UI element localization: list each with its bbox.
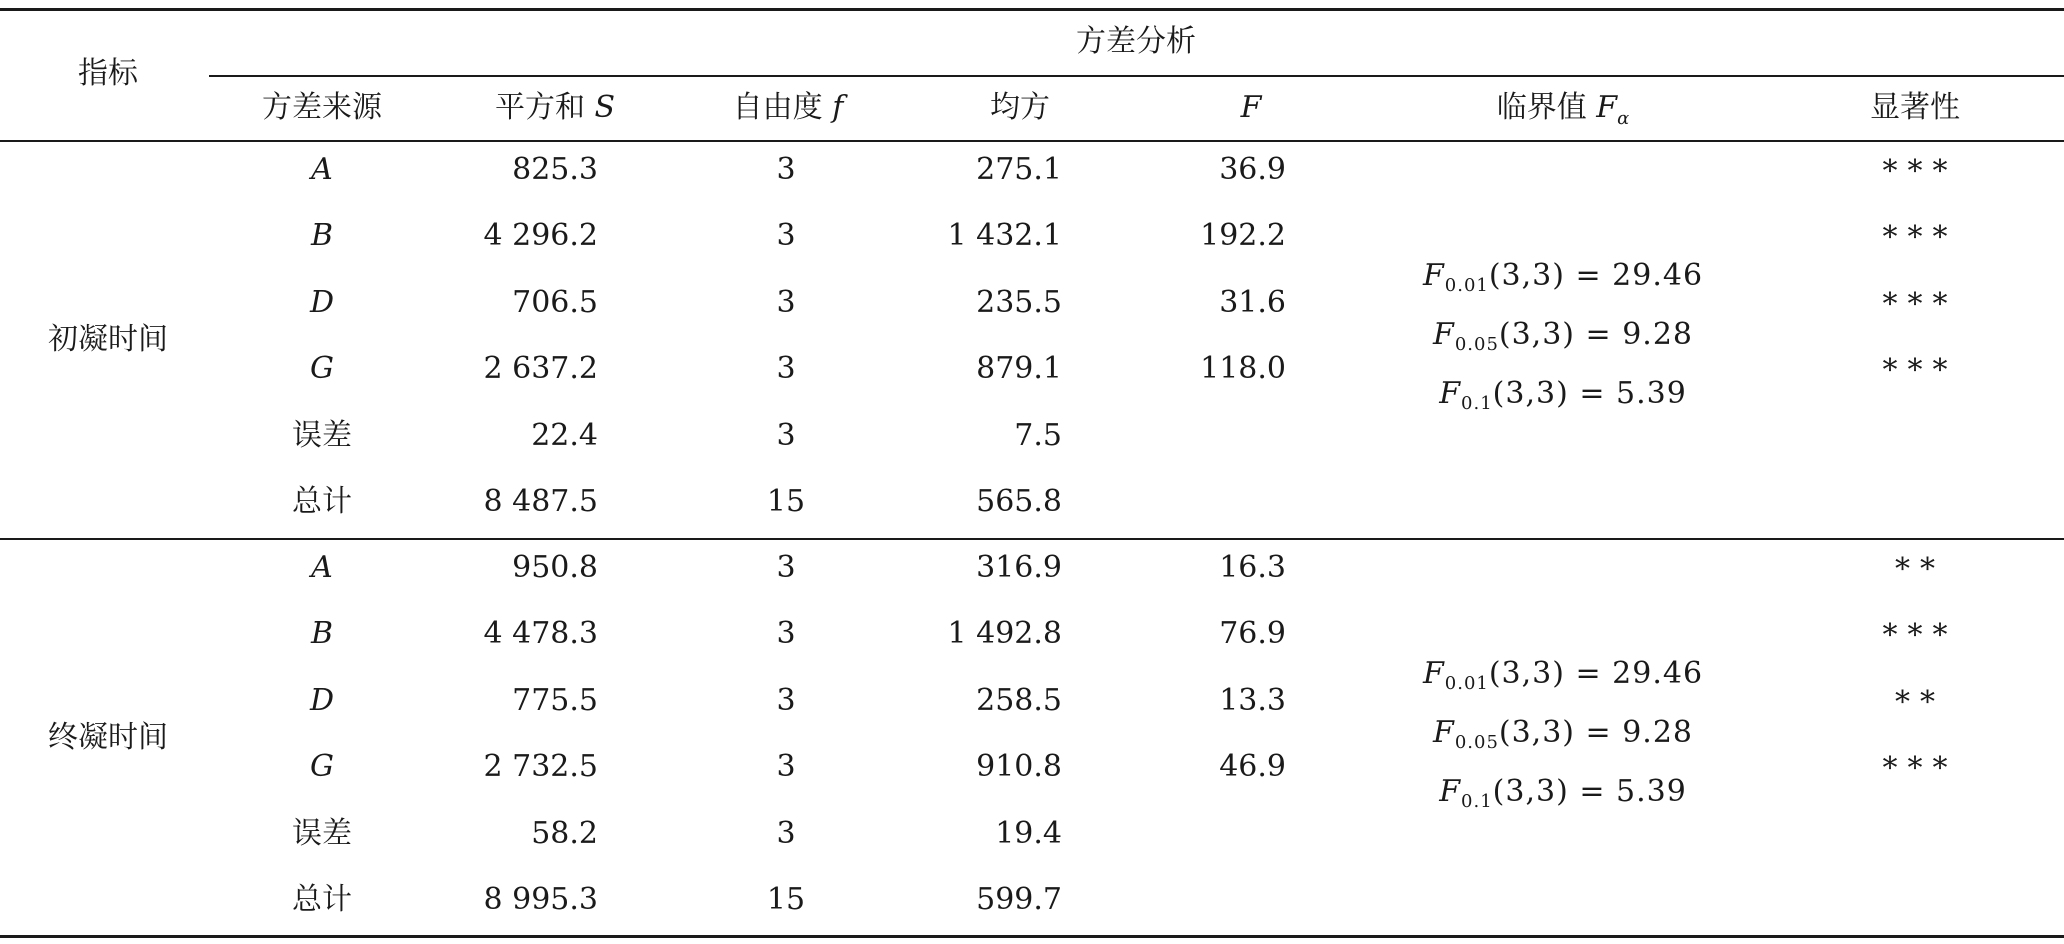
- critical-alpha-subscript: 0.01: [1444, 275, 1489, 296]
- row-source: D: [309, 683, 335, 718]
- row-ms: 258.5: [976, 683, 1062, 718]
- col-ss-symbol: S: [594, 90, 616, 125]
- critical-value-line: [1439, 774, 1687, 820]
- row-f: 16.3: [1219, 550, 1286, 585]
- row-ms: 910.8: [976, 749, 1062, 784]
- row-ms: 275.1: [976, 152, 1062, 187]
- row-df: 3: [776, 218, 796, 253]
- col-df-symbol: f: [832, 90, 844, 125]
- row-ss: 4 478.3: [483, 616, 598, 651]
- row-df: 3: [776, 683, 796, 718]
- row-df: 3: [776, 152, 796, 187]
- critical-F-symbol: F: [1439, 376, 1462, 411]
- group-label: 初凝时间: [48, 322, 168, 357]
- row-significance: ***: [1882, 618, 1958, 653]
- bottom-rule: [0, 935, 2064, 938]
- col-ms: 均方: [990, 90, 1050, 125]
- row-df: 15: [766, 484, 806, 519]
- row-df: 3: [776, 285, 796, 320]
- row-ms: 235.5: [976, 285, 1062, 320]
- col-source: 方差来源: [262, 90, 382, 125]
- critical-value-line: [1439, 376, 1687, 422]
- critical-expression: (3,3) = 9.28: [1498, 317, 1694, 352]
- row-significance: ***: [1882, 751, 1958, 786]
- row-significance: ***: [1882, 154, 1958, 189]
- critical-value-line: [1433, 317, 1693, 363]
- critical-expression: (3,3) = 29.46: [1488, 656, 1704, 691]
- row-ms: 19.4: [995, 816, 1062, 851]
- row-source: 总计: [292, 484, 352, 519]
- col-df-label: 自由度: [732, 90, 823, 125]
- row-ss: 2 637.2: [483, 351, 598, 386]
- row-source: 误差: [292, 418, 352, 453]
- group-label: 终凝时间: [48, 720, 168, 755]
- critical-value-line: [1423, 656, 1703, 702]
- row-ss: 22.4: [531, 418, 598, 453]
- row-ss: 58.2: [531, 816, 598, 851]
- col-critical-symbol: F: [1596, 90, 1618, 125]
- row-significance: **: [1895, 552, 1945, 587]
- row-ms: 599.7: [976, 882, 1062, 917]
- row-source: 误差: [292, 816, 352, 851]
- row-significance: ***: [1882, 287, 1958, 322]
- critical-F-symbol: F: [1422, 258, 1445, 293]
- row-f: 46.9: [1219, 749, 1286, 784]
- row-ms: 1 432.1: [947, 218, 1062, 253]
- critical-alpha-subscript: 0.05: [1454, 732, 1499, 753]
- row-source: A: [311, 550, 333, 585]
- col-critical-subscript: α: [1617, 108, 1630, 129]
- row-source: G: [310, 351, 334, 386]
- group-divider-rule: [0, 538, 2064, 540]
- col-significance: 显著性: [1870, 90, 1960, 125]
- row-df: 3: [776, 749, 796, 784]
- row-df: 15: [766, 882, 806, 917]
- row-f: 192.2: [1200, 218, 1286, 253]
- row-ms: 7.5: [1014, 418, 1062, 453]
- row-source: G: [310, 749, 334, 784]
- critical-alpha-subscript: 0.1: [1461, 393, 1493, 414]
- top-rule: [0, 8, 2064, 11]
- row-f: 76.9: [1219, 616, 1286, 651]
- row-ss: 825.3: [512, 152, 598, 187]
- critical-alpha-subscript: 0.01: [1444, 673, 1489, 694]
- col-critical-label: 临界值: [1496, 90, 1587, 125]
- row-ss: 8 487.5: [483, 484, 598, 519]
- row-df: 3: [776, 550, 796, 585]
- row-ms: 565.8: [976, 484, 1062, 519]
- header-bottom-rule: [0, 140, 2064, 142]
- row-ss: 950.8: [512, 550, 598, 585]
- header-mid-rule: [209, 75, 2064, 77]
- row-f: 118.0: [1200, 351, 1286, 386]
- header-anova: 方差分析: [1076, 24, 1196, 59]
- col-df: [733, 90, 844, 126]
- header-indicator: 指标: [78, 56, 138, 91]
- row-df: 3: [776, 816, 796, 851]
- row-f: 36.9: [1219, 152, 1286, 187]
- col-f: F: [1240, 90, 1262, 125]
- row-ss: 775.5: [512, 683, 598, 718]
- row-significance: **: [1895, 685, 1945, 720]
- col-ss-label: 平方和: [494, 90, 585, 125]
- row-ms: 316.9: [976, 550, 1062, 585]
- row-source: B: [310, 218, 334, 253]
- critical-alpha-subscript: 0.05: [1454, 334, 1499, 355]
- critical-F-symbol: F: [1422, 656, 1445, 691]
- critical-expression: (3,3) = 5.39: [1492, 774, 1687, 809]
- row-ms: 1 492.8: [947, 616, 1062, 651]
- row-df: 3: [776, 351, 796, 386]
- critical-value-line: [1433, 715, 1693, 761]
- row-source: D: [309, 285, 335, 320]
- row-ss: 4 296.2: [483, 218, 598, 253]
- row-ms: 879.1: [976, 351, 1062, 386]
- row-ss: 2 732.5: [483, 749, 598, 784]
- critical-F-symbol: F: [1432, 715, 1455, 750]
- critical-expression: (3,3) = 29.46: [1488, 258, 1704, 293]
- critical-alpha-subscript: 0.1: [1461, 791, 1493, 812]
- col-critical: [1497, 90, 1630, 137]
- row-source: A: [311, 152, 333, 187]
- critical-F-symbol: F: [1432, 317, 1455, 352]
- row-source: 总计: [292, 882, 352, 917]
- critical-value-line: [1423, 258, 1703, 304]
- row-significance: ***: [1882, 353, 1958, 388]
- row-f: 13.3: [1219, 683, 1286, 718]
- critical-F-symbol: F: [1439, 774, 1462, 809]
- critical-expression: (3,3) = 5.39: [1492, 376, 1687, 411]
- row-source: B: [310, 616, 334, 651]
- row-f: 31.6: [1219, 285, 1286, 320]
- row-df: 3: [776, 418, 796, 453]
- row-ss: 8 995.3: [483, 882, 598, 917]
- critical-expression: (3,3) = 9.28: [1498, 715, 1694, 750]
- row-significance: ***: [1882, 220, 1958, 255]
- row-ss: 706.5: [512, 285, 598, 320]
- row-df: 3: [776, 616, 796, 651]
- col-ss: [495, 90, 615, 126]
